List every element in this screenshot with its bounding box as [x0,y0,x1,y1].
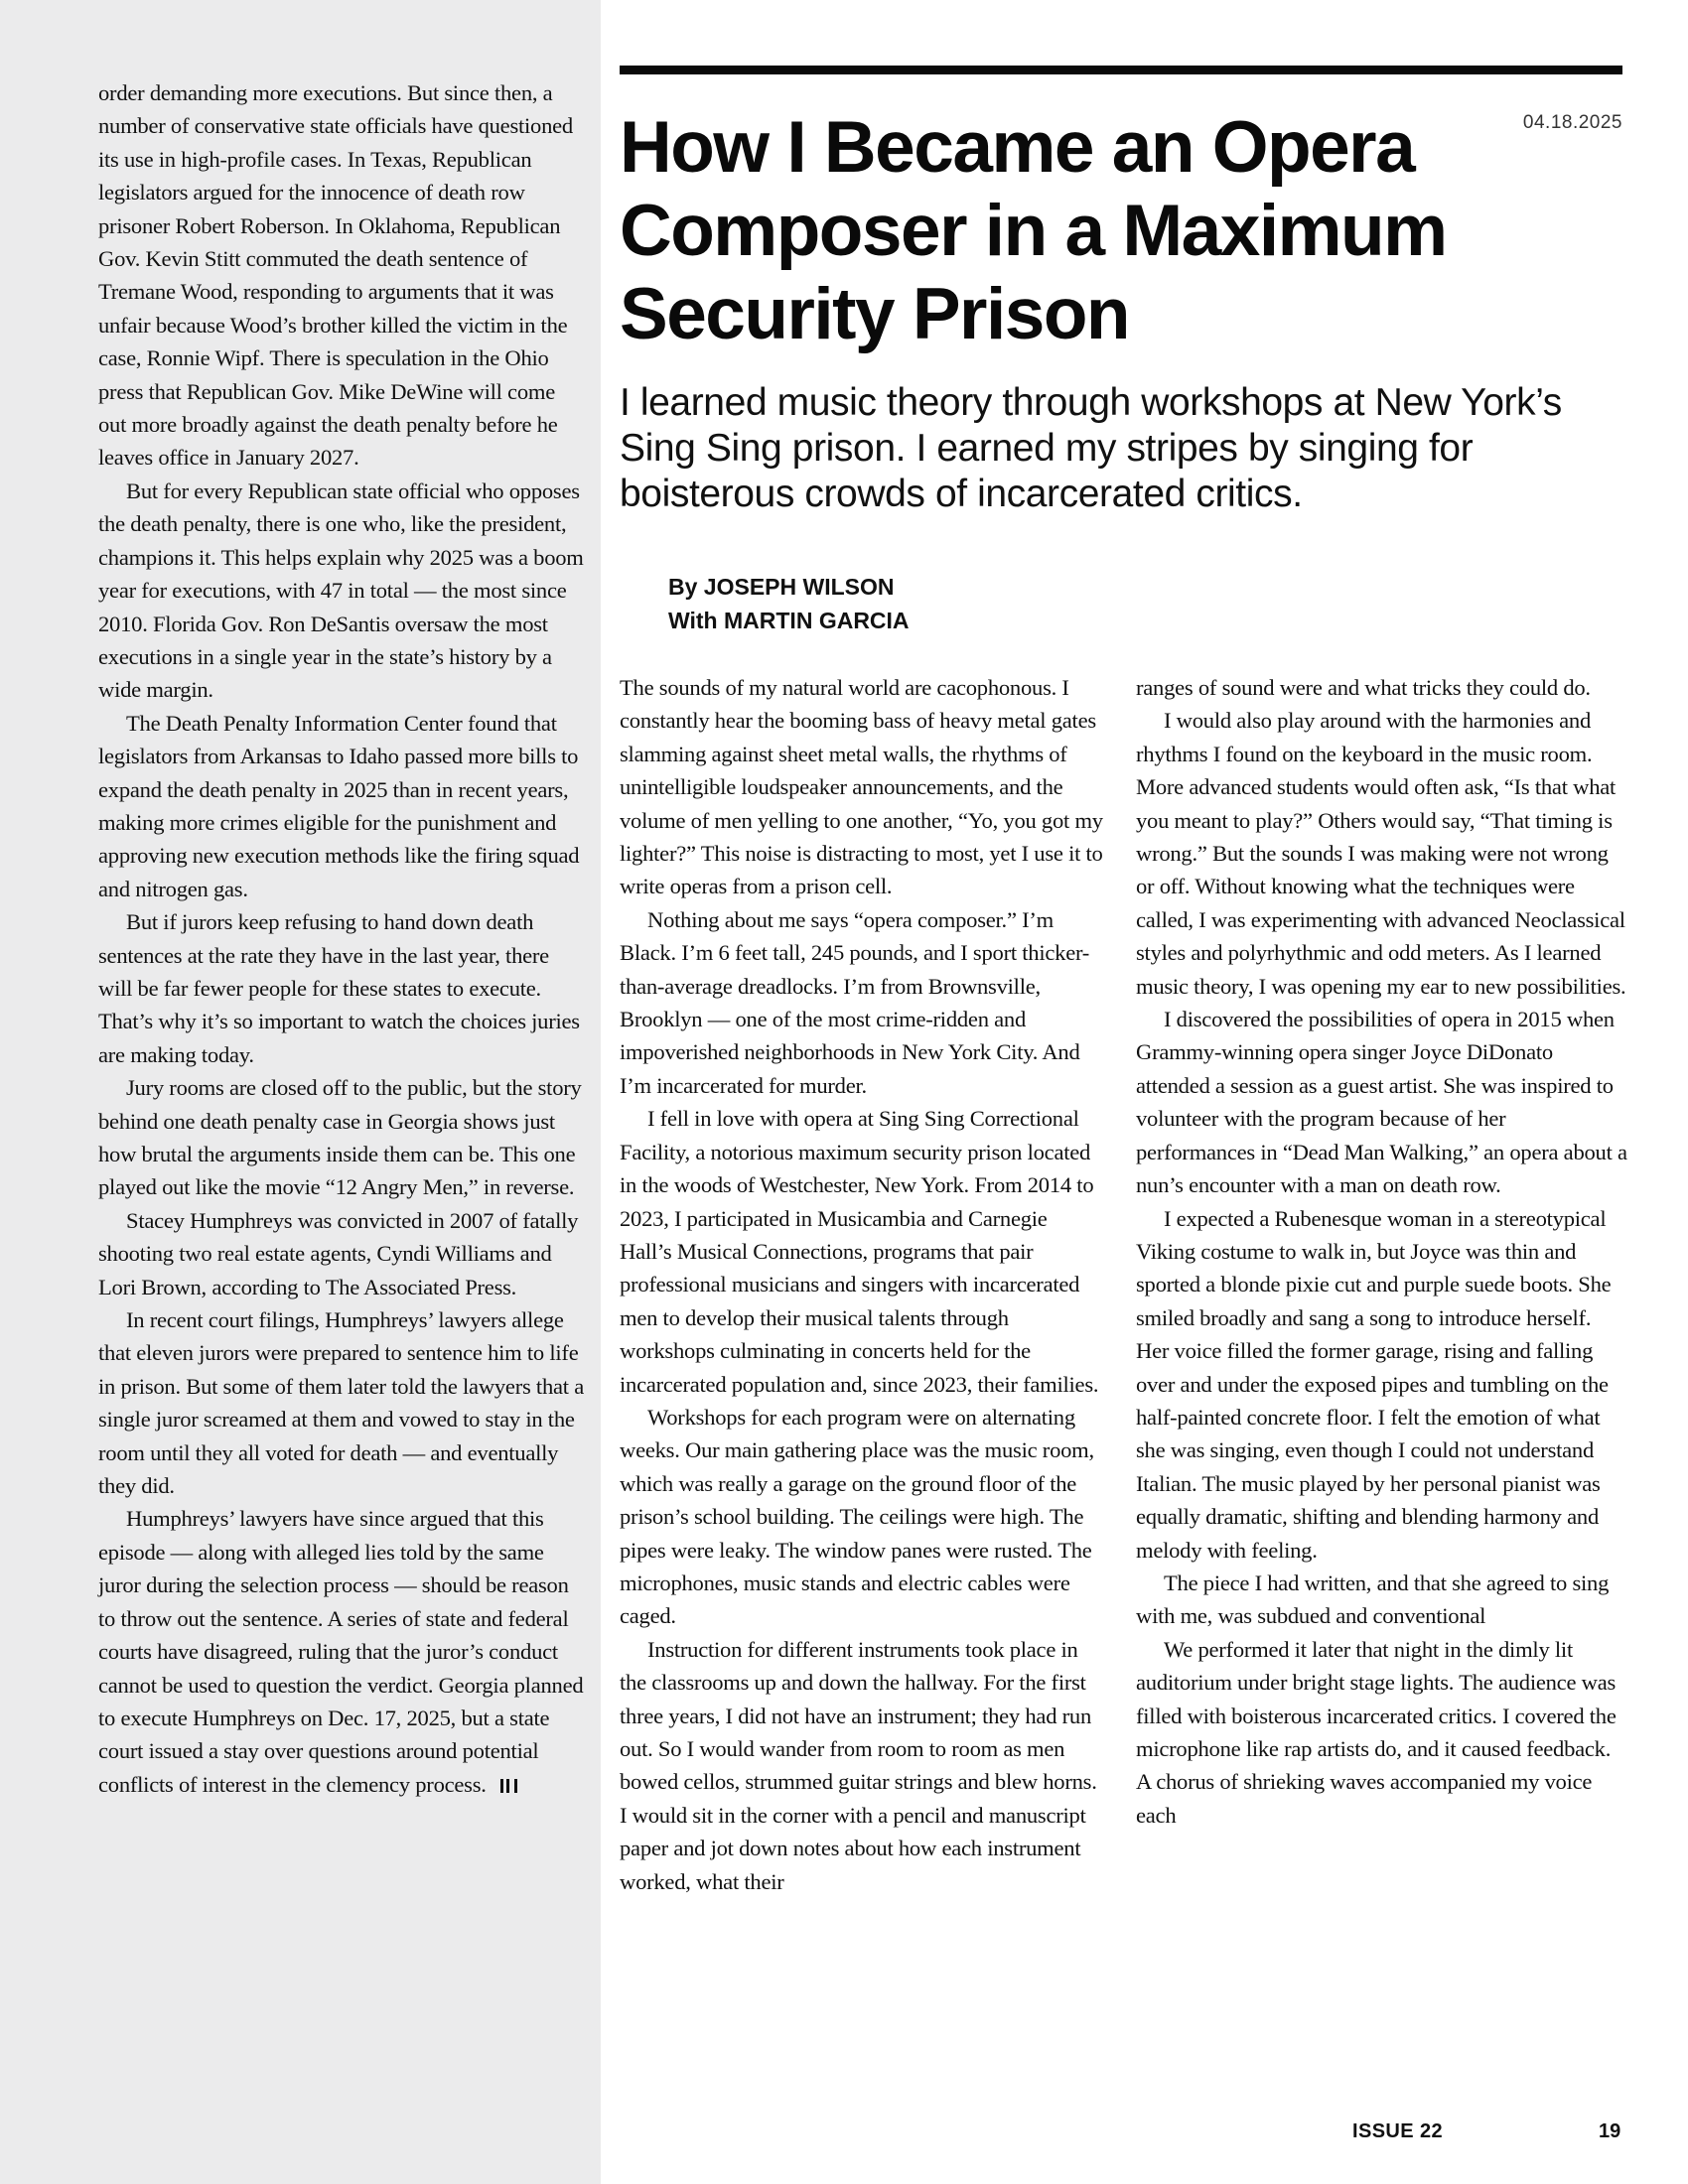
dek-subtitle: I learned music theory through workshops at New York’s Sing Sing prison. I earned my stripes by singing for boisterous crowds of incarcerated critics. [620,381,1562,515]
sidebar-paragraph: order demanding more executions. But since then, a number of conservative state officials have questioned its use in high-profile cases. In Texas, Republican legislators argued for the innocence of death row prisoner Robert Roberson. In Oklahoma, Republican Gov. Kevin Stitt commuted the death sentence of Tremane Wood, responding to arguments that it was unfair because Wood’s brother killed the victim in the case, Ronnie Wipf. There is speculation in the Ohio press that Republican Gov. Mike DeWine will come out more broadly against the death penalty before he leaves office in January 2027. [98,80,573,471]
article-paragraph: ranges of sound were and what tricks they could do. [1136,675,1591,700]
sidebar-last-text: Humphreys’ lawyers have since argued that this episode — along with alleged lies told by the same juror during the selection process — should be reason to throw out the sentence. A series of state and federal courts have disagreed, ruling that the juror’s conduct cannot be used to question the verdict. Georgia planned to execute Humphreys on Dec. 17, 2025, but a state court issued a stay over questions around potential conflicts of interest in the clemency process. [98,1506,584,1797]
sidebar-paragraph: In recent court filings, Humphreys’ lawyers allege that eleven jurors were prepared to sentence him to life in prison. But some of them later told the lawyers that a single juror screamed at them and vowed to stay in the room until they all voted for death — and eventually they did. [98,1307,584,1499]
article-paragraph: I discovered the possibilities of opera in 2015 when Grammy-winning opera singer Joyce DiDonato attended a session as a guest artist. She was inspired to volunteer with the program because of her performances in “Dead Man Walking,” an opera about a nun’s encounter with a man on death row. [1136,1007,1627,1198]
byline [668,570,910,637]
sidebar-paragraph-last [98,1502,585,1801]
article-paragraph: The sounds of my natural world are cacophonous. I constantly hear the booming bass of heavy metal gates slamming against sheet metal walls, the rhythms of unintelligible loudspeaker announcements, and the volume of men yelling to one another, “Yo, you got my lighter?” This noise is distracting to most, yet I use it to write operas from a prison cell. [620,675,1103,899]
article-column-2 [1136,671,1627,1832]
end-mark-icon [500,1779,517,1793]
article-column-1 [620,671,1104,1898]
byline-with: With MARTIN GARCIA [668,608,910,633]
sidebar-paragraph: Jury rooms are closed off to the public, but the story behind one death penalty case in Georgia shows just how brutal the arguments inside them can be. This one played out like the movie “12 Angry Men,” in reverse. [98,1075,582,1200]
footer-page-number: 19 [1599,2120,1621,2142]
article-paragraph: I expected a Rubenesque woman in a stereotypical Viking costume to walk in, but Joyce was thin and sported a blonde pixie cut and purple suede boots. She smiled broadly and sang a song to introduce herself. Her voice filled the former garage, rising and falling over and under the exposed pipes and tumbling on the half-painted concrete floor. I felt the emotion of what she was singing, even though I could not understand Italian. The music played by her personal pianist was equally dramatic, shifting and blending harmony and melody with feeling. [1136,1205,1612,1563]
article-paragraph: We performed it later that night in the dimly lit auditorium under bright stage lights. The audience was filled with boisterous incarcerated critics. I covered the microphone like rap artists do, and it caused feedback. A chorus of shrieking waves accompanied my voice each [1136,1636,1617,1828]
footer-issue: ISSUE 22 [1352,2120,1444,2142]
sidebar-paragraph: Stacey Humphreys was convicted in 2007 of fatally shooting two real estate agents, Cyndi Williams and Lori Brown, according to The Associated Press. [98,1207,579,1299]
headline: How I Became an Opera Composer in a Maximum Security Prison [620,107,1447,354]
top-rule [620,66,1622,74]
article-paragraph: Workshops for each program were on alternating weeks. Our main gathering place was the music room, which was really a garage on the ground floor of the prison’s school building. The ceilings were high. The pipes were leaky. The window panes were rusted. The microphones, music stands and electric cables were caged. [620,1404,1094,1629]
article-date: 04.18.2025 [1522,112,1622,133]
article-paragraph: The piece I had written, and that she agreed to sing with me, was subdued and conventional [1136,1570,1610,1629]
sidebar-paragraph: The Death Penalty Information Center found that legislators from Arkansas to Idaho passed more bills to expand the death penalty in 2025 than in recent years, making more crimes eligible for the punishment and approving new execution methods like the firing squad and nitrogen gas. [98,710,580,901]
sidebar-panel [0,0,601,2184]
sidebar-paragraph: But for every Republican state official who opposes the death penalty, there is one who, like the president, champions it. This helps explain why 2025 was a boom year for executions, with 47 in total — the most since 2010. Florida Gov. Ron DeSantis oversaw the most executions in a single year in the state’s history by a wide margin. [98,478,584,703]
sidebar-column [98,76,585,1801]
article-paragraph: I would also play around with the harmonies and rhythms I found on the keyboard in the music room. More advanced students would often ask, “Is that what you meant to play?” Others would say, “That timing is wrong.” But the sounds I was making were not wrong or off. Without knowing what the techniques were called, I was experimenting with advanced Neoclassical styles and polyrhythmic and odd meters. As I learned music theory, I was opening my ear to new possibilities. [1136,708,1626,999]
article-paragraph: Nothing about me says “opera composer.” I’m Black. I’m 6 feet tall, 245 pounds, and I sport thicker-than-average dreadlocks. I’m from Brownsville, Brooklyn — one of the most crime-ridden and impoverished neighborhoods in New York City. And I’m incarcerated for murder. [620,906,1090,1098]
article-paragraph: I fell in love with opera at Sing Sing Correctional Facility, a notorious maximum security prison located in the woods of Westchester, New York. From 2014 to 2023, I participated in Musicambia and Carnegie Hall’s Musical Connections, programs that pair professional musicians and singers with incarcerated men to develop their musical talents through workshops culminating in concerts held for the incarcerated population and, since 2023, their families. [620,1106,1099,1397]
sidebar-paragraph: But if jurors keep refusing to hand down death sentences at the rate they have in the last year, there will be far fewer people for these states to execute. That’s why it’s so important to watch the choices juries are making today. [98,909,580,1067]
article-paragraph: Instruction for different instruments took place in the classrooms up and down the hallway. For the first three years, I did not have an instrument; they had run out. So I would wander from room to room as men bowed cellos, strummed guitar strings and blew horns. I would sit in the corner with a pencil and manuscript paper and jot down notes about how each instrument worked, what their [620,1636,1097,1894]
byline-author: By JOSEPH WILSON [668,574,895,600]
